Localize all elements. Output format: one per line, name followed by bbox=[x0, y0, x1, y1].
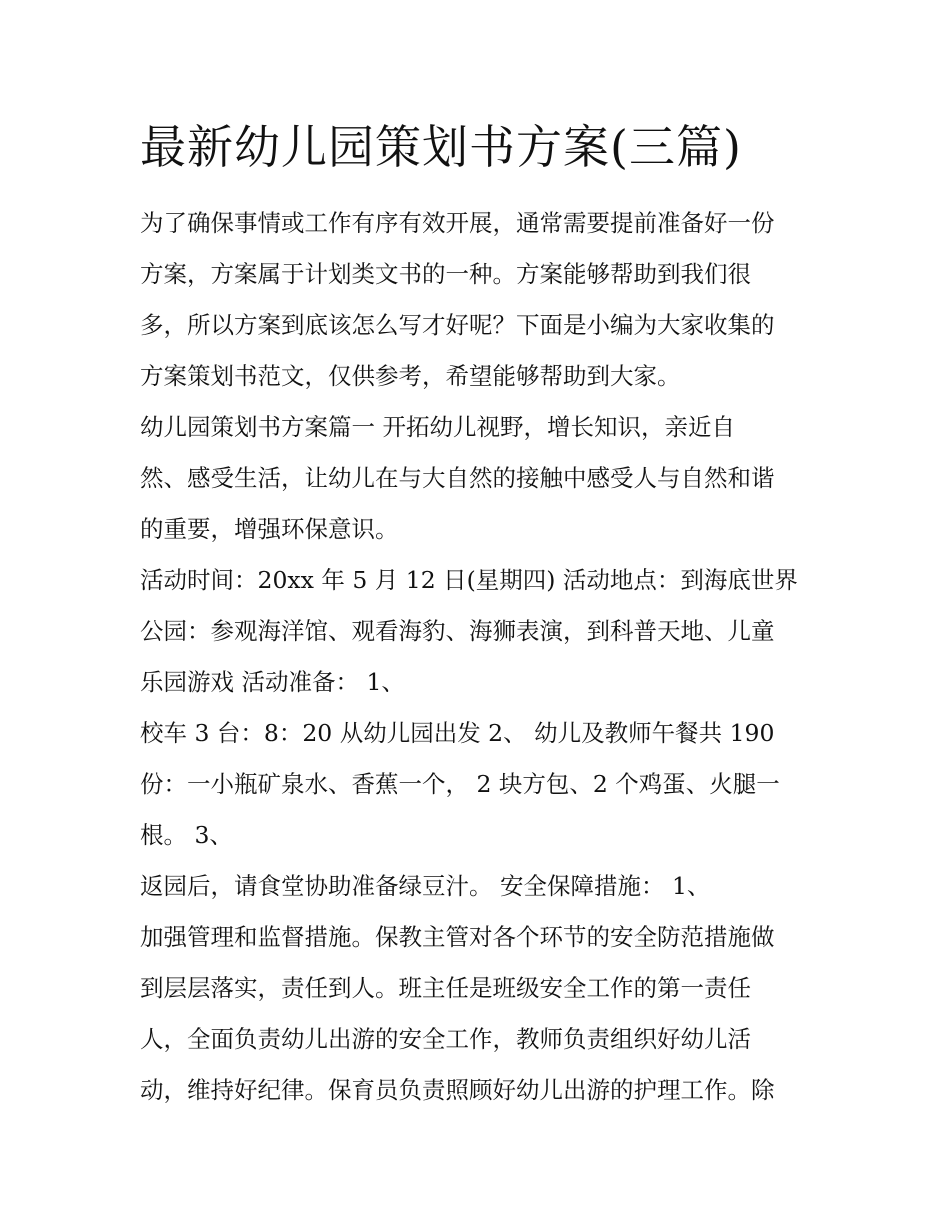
text-line: 的重要，增强环保意识。 bbox=[140, 515, 399, 543]
text-line: 根。 3、 bbox=[140, 821, 233, 849]
text-line: 为了确保事情或工作有序有效开展，通常需要提前准备好一份 bbox=[140, 209, 775, 237]
document-title: 最新幼儿园策划书方案(三篇) bbox=[140, 120, 742, 174]
text-line: 活动时间：20xx 年 5 月 12 日(星期四) 活动地点：到海底世界 bbox=[140, 566, 798, 594]
text-line: 加强管理和监督措施。保教主管对各个环节的安全防范措施做 bbox=[140, 923, 775, 951]
text-line: 人，全面负责幼儿出游的安全工作，教师负责组织好幼儿活 bbox=[140, 1025, 751, 1053]
text-line: 然、感受生活，让幼儿在与大自然的接触中感受人与自然和谐 bbox=[140, 464, 775, 492]
text-line: 公园：参观海洋馆、观看海豹、海狮表演，到科普天地、儿童 bbox=[140, 617, 775, 645]
text-line: 返园后，请食堂协助准备绿豆汁。 安全保障措施： 1、 bbox=[140, 872, 711, 900]
text-line: 方案策划书范文，仅供参考，希望能够帮助到大家。 bbox=[140, 362, 681, 390]
text-line: 乐园游戏 活动准备： 1、 bbox=[140, 668, 405, 696]
document-body bbox=[140, 198, 820, 1116]
text-line: 份：一小瓶矿泉水、香蕉一个， 2 块方包、2 个鸡蛋、火腿一 bbox=[140, 770, 780, 798]
text-line: 幼儿园策划书方案篇一 开拓幼儿视野，增长知识，亲近自 bbox=[140, 413, 735, 441]
text-line: 动，维持好纪律。保育员负责照顾好幼儿出游的护理工作。除 bbox=[140, 1076, 775, 1104]
text-line: 到层层落实，责任到人。班主任是班级安全工作的第一责任 bbox=[140, 974, 751, 1002]
text-line: 多，所以方案到底该怎么写才好呢？下面是小编为大家收集的 bbox=[140, 311, 775, 339]
text-line: 方案，方案属于计划类文书的一种。方案能够帮助到我们很 bbox=[140, 260, 751, 288]
text-line: 校车 3 台：8：20 从幼儿园出发 2、 幼儿及教师午餐共 190 bbox=[140, 719, 775, 747]
